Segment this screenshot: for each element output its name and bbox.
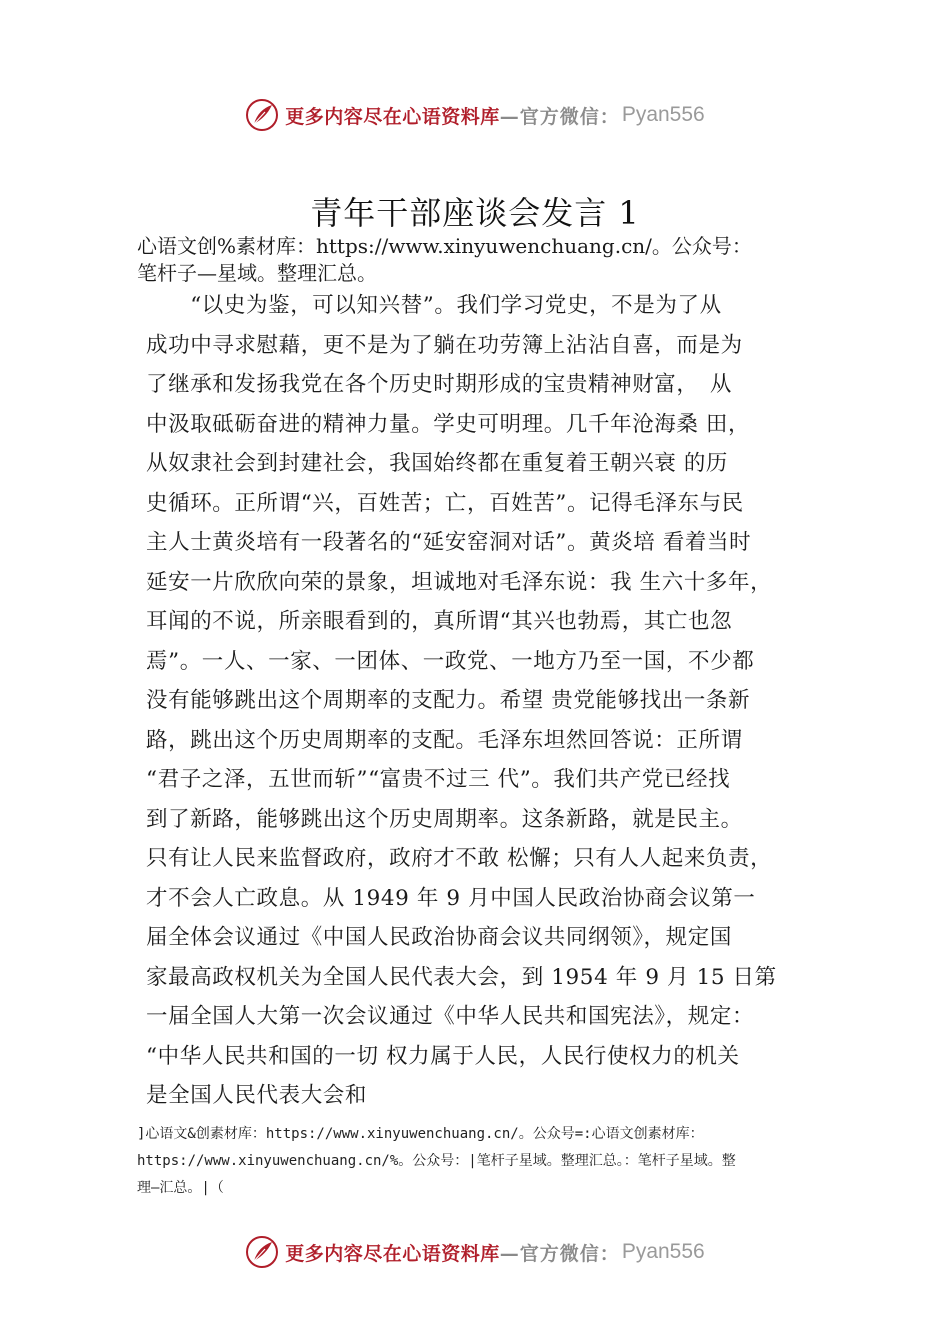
footnote (137, 1121, 857, 1202)
body-line: 一届全国人大第一次会议通过《中华人民共和国宪法》，规定： (146, 1004, 755, 1029)
document-title: 青年干部座谈会发言 1 (310, 194, 640, 232)
body-line: 了继承和发扬我党在各个历史时期形成的宝贵精神财富， 从 (146, 372, 732, 397)
body-line: 成功中寻求慰藉，更不是为了躺在功劳簿上沾沾自喜，而是为 (146, 332, 743, 358)
body-line: 家最高政权机关为全国人民代表大会，到 1954 年 9 月 15 日第 (146, 964, 777, 990)
footnote-line: ]心语文&创素材库：https://www.xinyuwenchuang.cn/。公众号=:心语文创素材库： (137, 1126, 704, 1142)
body-line: 才不会人亡政息。从 1949 年 9 月中国人民政治协商会议第一 (146, 885, 756, 911)
footnote-line: 理—汇总。|（ (137, 1180, 224, 1196)
body-paragraph (146, 286, 851, 1116)
source-line: 心语文创%素材库：https://www.xinyuwenchuang.cn/。公众号： (137, 234, 752, 258)
footnote-line: https://www.xinyuwenchuang.cn/%。公众号：|笔杆子星域。整理汇总。：笔杆子星域。整 (137, 1153, 736, 1169)
body-line: 从奴隶社会到封建社会，我国始终都在重复着王朝兴衰 的历 (146, 451, 729, 476)
source-line: 笔杆子—星域。整理汇总。 (137, 261, 377, 285)
feather-pen-logo-icon (245, 98, 279, 132)
banner-official-wechat-label: —官方微信： (499, 105, 620, 128)
body-line: “君子之泽，五世而斩”“富贵不过三 代”。我们共产党已经找 (146, 767, 731, 792)
banner-wechat-id: Pyan556 (621, 103, 705, 126)
banner-brand-text: 更多内容尽在心语资料库 (285, 1242, 500, 1265)
banner-brand-text: 更多内容尽在心语资料库 (285, 105, 500, 128)
body-line: 延安一片欣欣向荣的景象，坦诚地对毛泽东说：我 生六十多年， (146, 569, 773, 595)
header-banner (0, 95, 950, 135)
footer-banner (0, 1232, 950, 1272)
source-note (137, 233, 877, 287)
body-line: 中汲取砥砺奋进的精神力量。学史可明理。几千年沧海桑 田， (146, 411, 751, 437)
body-line: “中华人民共和国的一切 权力属于人民，人民行使权力的机关 (146, 1043, 740, 1069)
body-line: 路，跳出这个历史周期率的支配。毛泽东坦然回答说：正所谓 (146, 727, 743, 753)
body-line: 耳闻的不说，所亲眼看到的，真所谓“其兴也勃焉，其亡也忽 (146, 609, 733, 634)
body-line: 届全体会议通过《中国人民政治协商会议共同纲领》，规定国 (146, 925, 732, 950)
body-line: 到了新路，能够跳出这个历史周期率。这条新路，就是民主。 (146, 806, 743, 832)
body-line: 是全国人民代表大会和 (146, 1083, 368, 1108)
banner-official-wechat-label: —官方微信： (499, 1242, 620, 1265)
body-line: 只有让人民来监督政府，政府才不敢 松懈；只有人人起来负责， (146, 846, 773, 871)
banner-wechat-id: Pyan556 (621, 1240, 705, 1263)
body-line: “以史为鉴，可以知兴替”。我们学习党史，不是为了从 (146, 293, 722, 318)
body-line: 焉”。一人、一家、一团体、一政党、一地方乃至一国，不少都 (146, 648, 755, 674)
feather-pen-logo-icon (245, 1235, 279, 1269)
body-line: 主人士黄炎培有一段著名的“延安窑洞对话”。黄炎培 看着当时 (146, 530, 752, 555)
body-line: 没有能够跳出这个周期率的支配力。希望 贵党能够找出一条新 (146, 688, 751, 713)
body-line: 史循环。正所谓“兴，百姓苦；亡，百姓苦”。记得毛泽东与民 (146, 490, 744, 516)
